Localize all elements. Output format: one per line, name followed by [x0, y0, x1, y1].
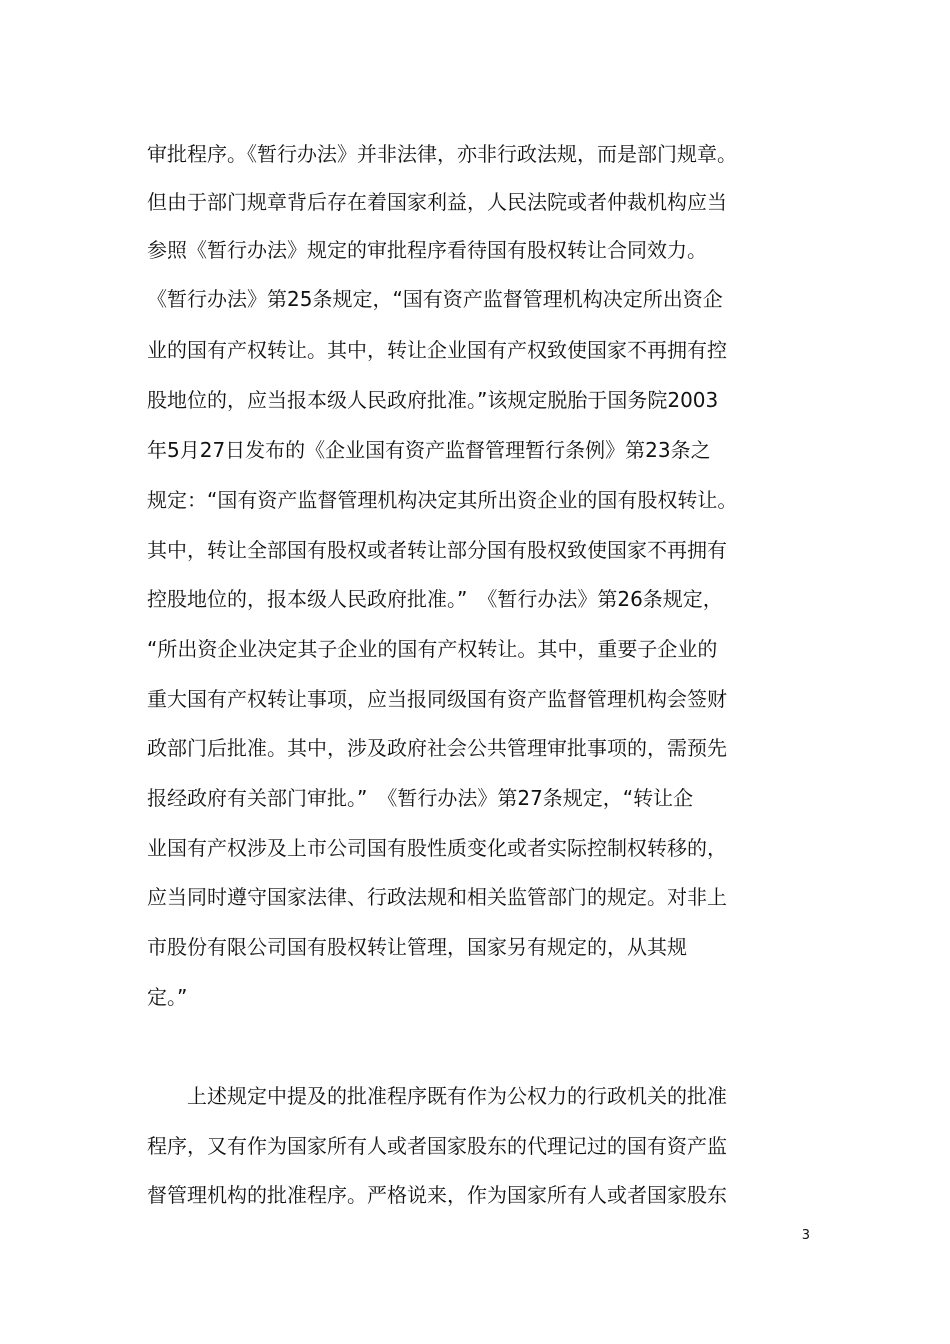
- text-line-6: 股地位的，应当报本级人民政府批准。”该规定脱胎于国务院2003: [147, 388, 719, 412]
- text-line-13: 政部门后批准。其中，涉及政府社会公共管理审批事项的，需预先: [147, 736, 727, 760]
- text-line-1: 审批程序。《暂行办法》并非法律，亦非行政法规，而是部门规章。: [147, 142, 737, 166]
- text-line-3: 参照《暂行办法》规定的审批程序看待国有股权转让合同效力。: [147, 238, 707, 262]
- text-line-2: 但由于部门规章背后存在着国家利益，人民法院或者仲裁机构应当: [147, 190, 727, 214]
- text-line-10: 控股地位的，报本级人民政府批准。” 《暂行办法》第26条规定，: [147, 587, 723, 611]
- page-number: 3: [801, 1228, 810, 1243]
- text-line-16: 应当同时遵守国家法律、行政法规和相关监管部门的规定。对非上: [147, 885, 727, 909]
- text-line-18: 定。”: [147, 985, 188, 1009]
- text-line-5: 业的国有产权转让。其中，转让企业国有产权致使国家不再拥有控: [147, 338, 727, 362]
- text-line-21: 督管理机构的批准程序。严格说来，作为国家所有人或者国家股东: [147, 1183, 727, 1207]
- text-line-20: 程序，又有作为国家所有人或者国家股东的代理记过的国有资产监: [147, 1134, 727, 1158]
- text-line-11: “所出资企业决定其子企业的国有产权转让。其中，重要子企业的: [147, 637, 718, 661]
- text-line-9: 其中，转让全部国有股权或者转让部分国有股权致使国家不再拥有: [147, 538, 727, 562]
- text-line-14: 报经政府有关部门审批。” 《暂行办法》第27条规定，“转让企: [147, 786, 694, 810]
- text-line-8: 规定：“国有资产监督管理机构决定其所出资企业的国有股权转让。: [147, 488, 738, 512]
- text-line-7: 年5月27日发布的《企业国有资产监督管理暂行条例》第23条之: [147, 438, 711, 462]
- text-line-19: 上述规定中提及的批准程序既有作为公权力的行政机关的批准: [147, 1084, 727, 1108]
- text-line-15: 业国有产权涉及上市公司国有股性质变化或者实际控制权转移的，: [147, 836, 727, 860]
- text-line-4: 《暂行办法》第25条规定，“国有资产监督管理机构决定所出资企: [147, 287, 723, 311]
- text-line-12: 重大国有产权转让事项，应当报同级国有资产监督管理机构会签财: [147, 687, 727, 711]
- text-line-17: 市股份有限公司国有股权转让管理，国家另有规定的，从其规: [147, 935, 687, 959]
